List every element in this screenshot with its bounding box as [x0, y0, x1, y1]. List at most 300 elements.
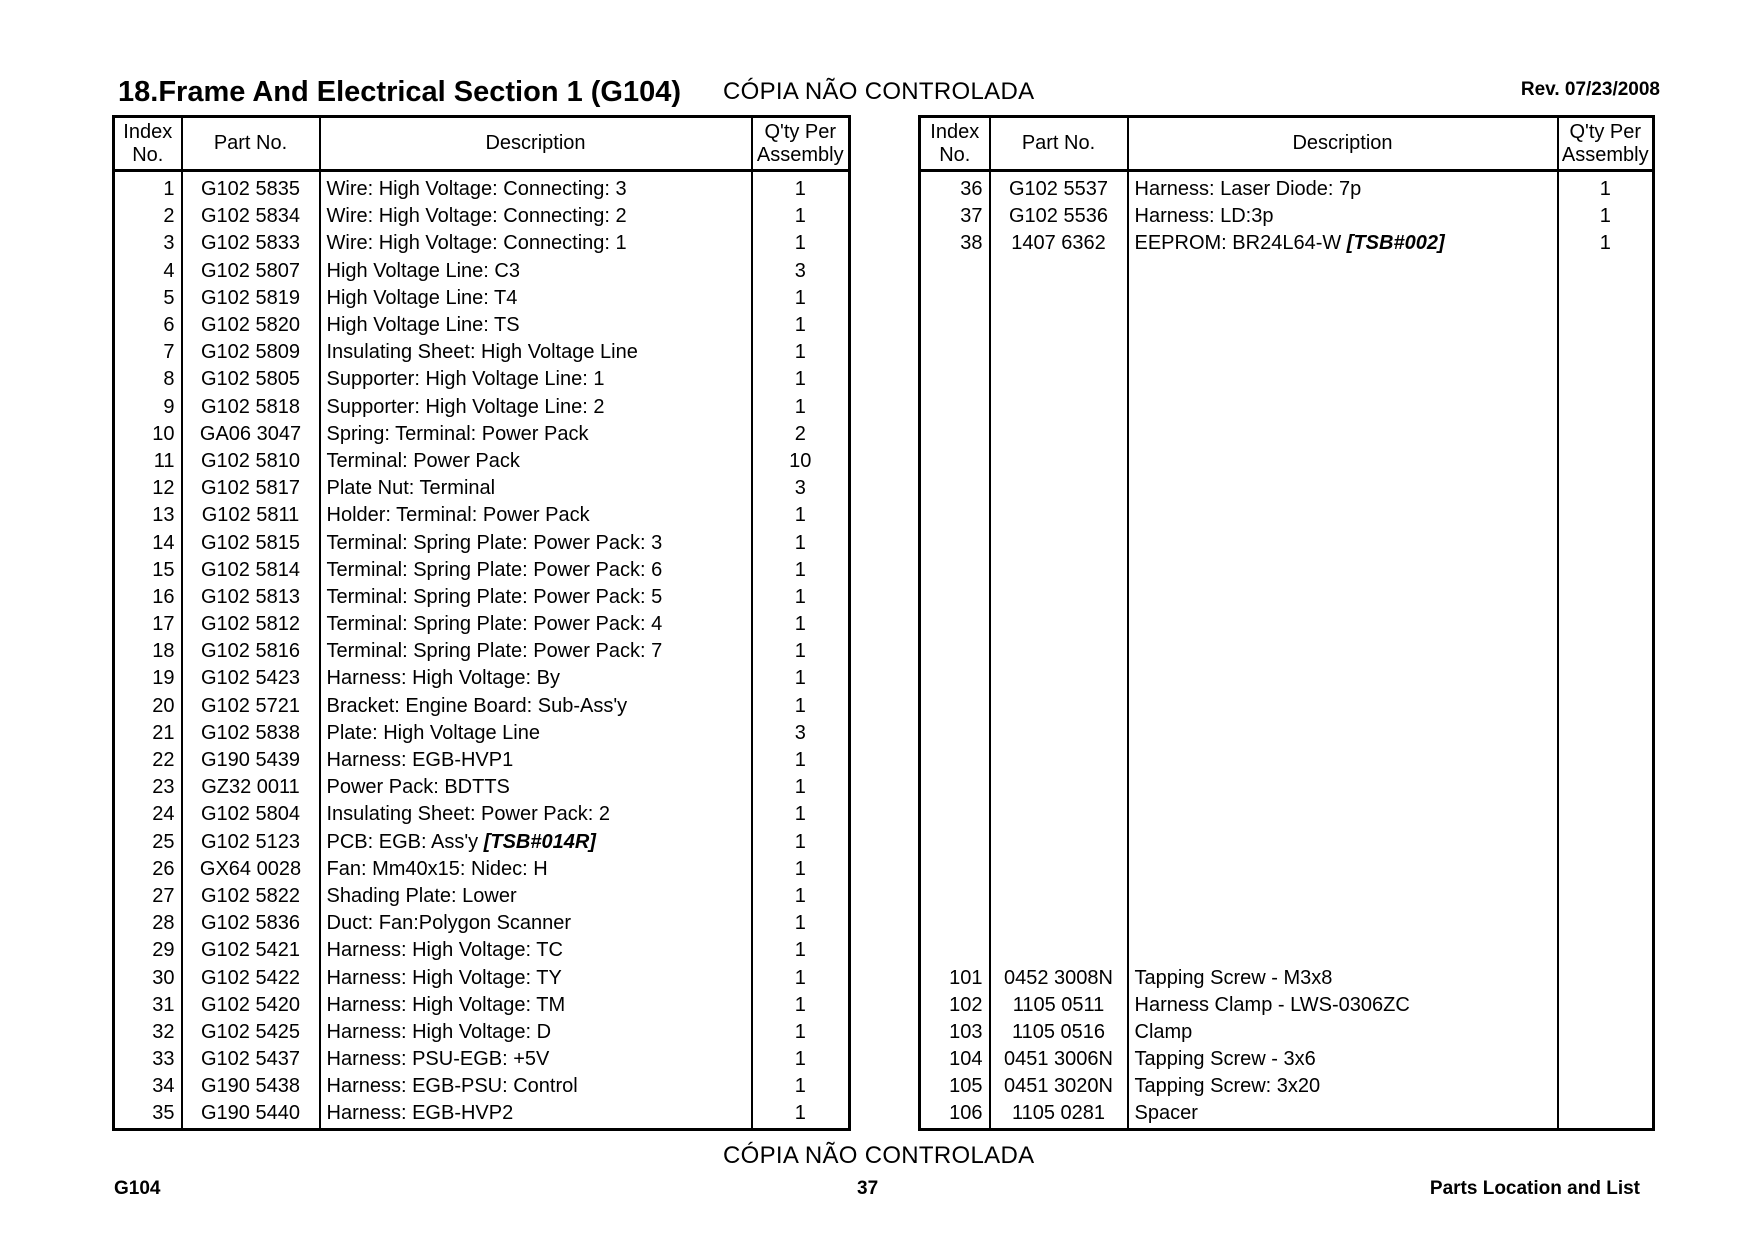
qty-cell: 1 [752, 366, 850, 393]
part-number-cell: G102 5123 [182, 829, 320, 856]
table-row [114, 883, 850, 910]
table-row [920, 1073, 1654, 1100]
qty-cell: 1 [752, 557, 850, 584]
table-row [114, 312, 850, 339]
qty-cell [1558, 937, 1654, 964]
qty-cell [1558, 502, 1654, 529]
qty-cell [1558, 285, 1654, 312]
part-number-cell: G102 5834 [182, 203, 320, 230]
description-cell [1128, 910, 1558, 937]
index-cell: 21 [152, 721, 175, 744]
description-cell [1128, 421, 1558, 448]
description-cell: Power Pack: BDTTS [320, 774, 752, 801]
table-row [114, 774, 850, 801]
table-row [114, 366, 850, 393]
revision-date: Rev. 07/23/2008 [1520, 79, 1660, 100]
qty-cell [1558, 638, 1654, 665]
table-row [920, 285, 1654, 312]
index-cell [920, 638, 990, 665]
index-cell: 24 [152, 803, 175, 826]
description-cell: Tapping Screw: 3x20 [1128, 1073, 1558, 1100]
index-cell: 105 [949, 1075, 983, 1098]
table-row [114, 339, 850, 366]
header-qty: Q'ty Per Assembly [752, 117, 850, 171]
description-cell: Harness Clamp - LWS-0306ZC [1128, 992, 1558, 1019]
qty-cell: 1 [752, 203, 850, 230]
qty-cell [1558, 693, 1654, 720]
footer-section: Parts Location and List [1429, 1178, 1640, 1199]
description-cell: Wire: High Voltage: Connecting: 3 [320, 171, 752, 204]
table-row [114, 720, 850, 747]
qty-cell: 1 [752, 394, 850, 421]
qty-cell [1558, 557, 1654, 584]
qty-cell: 1 [752, 529, 850, 556]
page-title: 18.Frame And Electrical Section 1 (G104) [118, 76, 682, 108]
table-row [920, 502, 1654, 529]
index-cell [920, 693, 990, 720]
description-cell: PCB: EGB: Ass'y [TSB#014R] [320, 829, 752, 856]
table-row [920, 258, 1654, 285]
description-cell: Wire: High Voltage: Connecting: 1 [320, 230, 752, 257]
qty-cell: 2 [752, 421, 850, 448]
qty-cell [1558, 665, 1654, 692]
part-number-cell: G102 5819 [182, 285, 320, 312]
description-cell [1128, 856, 1558, 883]
table-row [920, 366, 1654, 393]
index-cell: 23 [152, 776, 175, 799]
description-cell: Wire: High Voltage: Connecting: 2 [320, 203, 752, 230]
qty-cell [1558, 720, 1654, 747]
index-cell: 3 [163, 232, 175, 255]
description-cell: High Voltage Line: TS [320, 312, 752, 339]
part-number-cell: G102 5814 [182, 557, 320, 584]
description-cell: Spacer [1128, 1100, 1558, 1129]
table-row [920, 1046, 1654, 1073]
description-cell [1128, 366, 1558, 393]
tsb-reference: [TSB#002] [1346, 232, 1445, 255]
part-number-cell [990, 312, 1128, 339]
description-cell: Supporter: High Voltage Line: 1 [320, 366, 752, 393]
index-cell [920, 611, 990, 638]
part-number-cell: G102 5815 [182, 529, 320, 556]
qty-cell [1558, 883, 1654, 910]
qty-cell: 10 [752, 448, 850, 475]
table-row [114, 171, 850, 204]
index-cell: 16 [152, 585, 175, 608]
index-cell [920, 665, 990, 692]
index-cell: 6 [163, 314, 175, 337]
header-index: Index No. [114, 117, 182, 171]
qty-cell: 1 [752, 285, 850, 312]
description-cell: Harness: PSU-EGB: +5V [320, 1046, 752, 1073]
qty-cell [1558, 1073, 1654, 1100]
table-header-row [114, 117, 850, 171]
qty-cell: 1 [752, 992, 850, 1019]
part-number-cell: G102 5838 [182, 720, 320, 747]
qty-cell: 3 [752, 258, 850, 285]
table-row [920, 557, 1654, 584]
description-cell: Harness: High Voltage: By [320, 665, 752, 692]
table-row [114, 529, 850, 556]
part-number-cell [990, 910, 1128, 937]
description-cell: Fan: Mm40x15: Nidec: H [320, 856, 752, 883]
description-cell [1128, 774, 1558, 801]
description-cell: Harness: LD:3p [1128, 203, 1558, 230]
part-number-cell: G102 5817 [182, 475, 320, 502]
table-row [920, 1100, 1654, 1129]
description-cell [1128, 285, 1558, 312]
qty-cell: 3 [752, 720, 850, 747]
part-number-cell: G102 5836 [182, 910, 320, 937]
qty-cell [1558, 421, 1654, 448]
index-cell: 29 [152, 939, 175, 962]
tsb-reference: [TSB#014R] [483, 830, 596, 853]
qty-cell [1558, 1100, 1654, 1129]
parts-table-left [112, 115, 851, 1131]
description-cell [1128, 502, 1558, 529]
description-cell: Insulating Sheet: Power Pack: 2 [320, 801, 752, 828]
index-cell: 34 [152, 1075, 175, 1098]
part-number-cell [990, 339, 1128, 366]
parts-table-right [918, 115, 1655, 1131]
part-number-cell [990, 394, 1128, 421]
qty-cell [1558, 529, 1654, 556]
qty-cell: 1 [752, 230, 850, 257]
table-row [114, 203, 850, 230]
index-cell: 33 [152, 1048, 175, 1071]
watermark-bottom: CÓPIA NÃO CONTROLADA [723, 1142, 1035, 1169]
qty-cell [1558, 992, 1654, 1019]
part-number-cell: G102 5820 [182, 312, 320, 339]
qty-cell: 1 [752, 611, 850, 638]
description-cell [1128, 801, 1558, 828]
index-cell: 102 [949, 993, 983, 1016]
qty-cell: 1 [752, 339, 850, 366]
index-cell [920, 937, 990, 964]
part-number-cell [990, 584, 1128, 611]
part-number-cell [990, 285, 1128, 312]
index-cell [920, 801, 990, 828]
description-cell: Tapping Screw - 3x6 [1128, 1046, 1558, 1073]
page-number: 37 [857, 1178, 879, 1199]
table-row [920, 584, 1654, 611]
index-cell: 1 [163, 178, 175, 201]
index-cell: 2 [163, 205, 175, 228]
description-cell: Bracket: Engine Board: Sub-Ass'y [320, 693, 752, 720]
qty-cell: 1 [752, 502, 850, 529]
description-cell: Harness: High Voltage: TM [320, 992, 752, 1019]
part-number-cell [990, 774, 1128, 801]
table-row [114, 638, 850, 665]
description-cell [1128, 584, 1558, 611]
index-cell: 31 [152, 993, 175, 1016]
index-cell: 18 [152, 640, 175, 663]
qty-cell [1558, 910, 1654, 937]
part-number-cell [990, 883, 1128, 910]
qty-cell: 1 [752, 883, 850, 910]
qty-cell: 1 [752, 171, 850, 204]
part-number-cell: G102 5835 [182, 171, 320, 204]
part-number-cell: G102 5420 [182, 992, 320, 1019]
description-cell [1128, 529, 1558, 556]
index-cell: 7 [163, 341, 175, 364]
table-row [920, 937, 1654, 964]
index-cell [920, 829, 990, 856]
part-number-cell [990, 801, 1128, 828]
description-cell: Plate Nut: Terminal [320, 475, 752, 502]
description-cell: Supporter: High Voltage Line: 2 [320, 394, 752, 421]
header-description: Description [320, 117, 752, 171]
index-cell [920, 258, 990, 285]
index-cell: 17 [152, 613, 175, 636]
part-number-cell [990, 421, 1128, 448]
qty-cell: 1 [752, 964, 850, 991]
qty-cell: 1 [752, 856, 850, 883]
part-number-cell [990, 937, 1128, 964]
table-row [920, 339, 1654, 366]
table-row [114, 448, 850, 475]
table-row [114, 992, 850, 1019]
table-row [114, 829, 850, 856]
description-cell: Harness: EGB-HVP1 [320, 747, 752, 774]
description-cell [1128, 339, 1558, 366]
index-cell: 15 [152, 558, 175, 581]
part-number-cell: G190 5440 [182, 1100, 320, 1129]
qty-cell: 1 [752, 665, 850, 692]
part-number-cell: G102 5822 [182, 883, 320, 910]
index-cell [920, 584, 990, 611]
part-number-cell [990, 856, 1128, 883]
description-cell: Terminal: Spring Plate: Power Pack: 6 [320, 557, 752, 584]
description-cell: Terminal: Spring Plate: Power Pack: 7 [320, 638, 752, 665]
table-row [920, 720, 1654, 747]
index-cell: 32 [152, 1020, 175, 1043]
part-number-cell: G102 5721 [182, 693, 320, 720]
qty-cell [1558, 584, 1654, 611]
table-row [114, 584, 850, 611]
table-row [920, 883, 1654, 910]
description-cell: Holder: Terminal: Power Pack [320, 502, 752, 529]
qty-cell: 1 [1558, 230, 1654, 257]
description-cell [1128, 312, 1558, 339]
part-number-cell: 0452 3008N [990, 964, 1128, 991]
header-part-no: Part No. [182, 117, 320, 171]
index-cell: 4 [163, 259, 175, 282]
part-number-cell [990, 366, 1128, 393]
index-cell: 9 [163, 395, 175, 418]
part-number-cell: 0451 3006N [990, 1046, 1128, 1073]
table-row [920, 171, 1654, 204]
index-cell [920, 856, 990, 883]
table-row [920, 475, 1654, 502]
description-cell [1128, 883, 1558, 910]
table-row [114, 1073, 850, 1100]
index-cell: 37 [960, 205, 983, 228]
table-row [114, 421, 850, 448]
description-cell: EEPROM: BR24L64-W [TSB#002] [1128, 230, 1558, 257]
description-cell: Harness: EGB-HVP2 [320, 1100, 752, 1129]
part-number-cell: G102 5537 [990, 171, 1128, 204]
header-index: Index No. [920, 117, 990, 171]
qty-cell [1558, 611, 1654, 638]
index-cell: 10 [152, 422, 175, 445]
part-number-cell: GA06 3047 [182, 421, 320, 448]
table-row [920, 638, 1654, 665]
index-cell: 35 [152, 1102, 175, 1125]
table-row [114, 964, 850, 991]
qty-cell [1558, 448, 1654, 475]
index-cell [920, 285, 990, 312]
description-cell: Harness: EGB-PSU: Control [320, 1073, 752, 1100]
description-cell: Spring: Terminal: Power Pack [320, 421, 752, 448]
table-row [920, 693, 1654, 720]
table-row [920, 203, 1654, 230]
index-cell [920, 910, 990, 937]
qty-cell [1558, 774, 1654, 801]
description-cell: Harness: Laser Diode: 7p [1128, 171, 1558, 204]
table-row [920, 910, 1654, 937]
index-cell [920, 339, 990, 366]
part-number-cell [990, 829, 1128, 856]
description-cell [1128, 693, 1558, 720]
qty-cell: 1 [1558, 203, 1654, 230]
description-cell: High Voltage Line: T4 [320, 285, 752, 312]
description-cell [1128, 475, 1558, 502]
description-cell: Shading Plate: Lower [320, 883, 752, 910]
qty-cell: 1 [752, 801, 850, 828]
part-number-cell [990, 529, 1128, 556]
index-cell: 12 [152, 477, 175, 500]
index-cell [920, 421, 990, 448]
table-row [920, 665, 1654, 692]
qty-cell: 1 [752, 747, 850, 774]
index-cell: 20 [152, 694, 175, 717]
table-row [920, 856, 1654, 883]
index-cell: 101 [949, 966, 983, 989]
header-qty: Q'ty Per Assembly [1558, 117, 1654, 171]
qty-cell: 1 [752, 1073, 850, 1100]
qty-cell: 1 [752, 1019, 850, 1046]
table-row [114, 394, 850, 421]
table-row [920, 774, 1654, 801]
index-cell [920, 475, 990, 502]
table-row [114, 1046, 850, 1073]
description-cell [1128, 258, 1558, 285]
index-cell: 14 [152, 531, 175, 554]
table-row [114, 937, 850, 964]
part-number-cell: 0451 3020N [990, 1073, 1128, 1100]
qty-cell [1558, 312, 1654, 339]
index-cell [920, 774, 990, 801]
table-row [920, 611, 1654, 638]
table-row [920, 992, 1654, 1019]
part-number-cell: G190 5439 [182, 747, 320, 774]
index-cell: 5 [163, 286, 175, 309]
index-cell: 27 [152, 884, 175, 907]
qty-cell [1558, 964, 1654, 991]
part-number-cell: 1105 0511 [990, 992, 1128, 1019]
description-cell: Terminal: Power Pack [320, 448, 752, 475]
description-cell: Insulating Sheet: High Voltage Line [320, 339, 752, 366]
table-row [114, 693, 850, 720]
description-cell: Harness: High Voltage: TY [320, 964, 752, 991]
part-number-cell: G102 5804 [182, 801, 320, 828]
qty-cell: 1 [752, 312, 850, 339]
qty-cell [1558, 856, 1654, 883]
part-number-cell: G102 5833 [182, 230, 320, 257]
description-cell [1128, 665, 1558, 692]
description-cell: Terminal: Spring Plate: Power Pack: 3 [320, 529, 752, 556]
part-number-cell: GZ32 0011 [182, 774, 320, 801]
qty-cell [1558, 394, 1654, 421]
qty-cell: 1 [752, 584, 850, 611]
description-cell [1128, 937, 1558, 964]
qty-cell [1558, 475, 1654, 502]
description-cell [1128, 611, 1558, 638]
description-cell [1128, 720, 1558, 747]
table-row [920, 312, 1654, 339]
description-cell [1128, 448, 1558, 475]
index-cell: 38 [960, 232, 983, 255]
table-row [920, 964, 1654, 991]
index-cell: 22 [152, 749, 175, 772]
description-cell: Terminal: Spring Plate: Power Pack: 4 [320, 611, 752, 638]
part-number-cell [990, 502, 1128, 529]
qty-cell [1558, 1019, 1654, 1046]
part-number-cell [990, 747, 1128, 774]
index-cell: 106 [949, 1102, 983, 1125]
part-number-cell: G102 5807 [182, 258, 320, 285]
qty-cell: 1 [1558, 171, 1654, 204]
part-number-cell [990, 475, 1128, 502]
part-number-cell [990, 557, 1128, 584]
description-cell: Clamp [1128, 1019, 1558, 1046]
index-cell [920, 529, 990, 556]
table-row [920, 448, 1654, 475]
part-number-cell [990, 638, 1128, 665]
part-number-cell: GX64 0028 [182, 856, 320, 883]
index-cell [920, 312, 990, 339]
qty-cell: 1 [752, 693, 850, 720]
qty-cell: 3 [752, 475, 850, 502]
part-number-cell: G102 5811 [182, 502, 320, 529]
part-number-cell [990, 720, 1128, 747]
description-cell [1128, 638, 1558, 665]
index-cell [920, 557, 990, 584]
qty-cell: 1 [752, 1100, 850, 1129]
description-cell: Harness: High Voltage: TC [320, 937, 752, 964]
table-row [114, 475, 850, 502]
index-cell: 8 [163, 368, 175, 391]
part-number-cell [990, 665, 1128, 692]
watermark-top: CÓPIA NÃO CONTROLADA [723, 78, 1035, 105]
table-row [114, 665, 850, 692]
table-row [920, 829, 1654, 856]
table-row [114, 801, 850, 828]
qty-cell: 1 [752, 829, 850, 856]
qty-cell [1558, 258, 1654, 285]
table-row [114, 1100, 850, 1129]
part-number-cell: G102 5816 [182, 638, 320, 665]
qty-cell [1558, 829, 1654, 856]
description-cell: Tapping Screw - M3x8 [1128, 964, 1558, 991]
qty-cell [1558, 366, 1654, 393]
part-number-cell: 1407 6362 [990, 230, 1128, 257]
qty-cell: 1 [752, 638, 850, 665]
index-cell [920, 883, 990, 910]
header-part-no: Part No. [990, 117, 1128, 171]
table-row [114, 747, 850, 774]
